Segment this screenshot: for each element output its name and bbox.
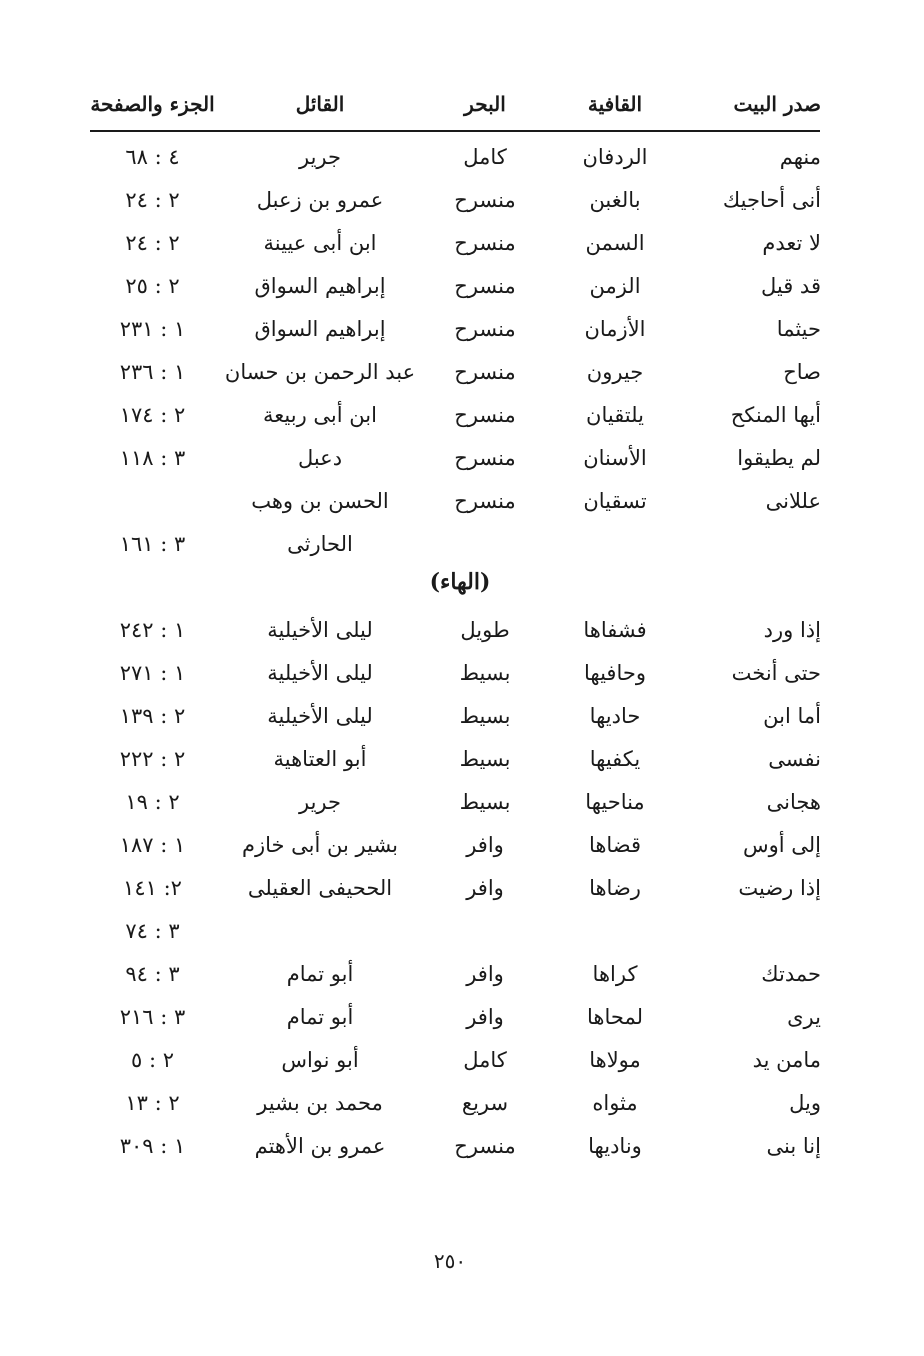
table-row xyxy=(0,481,924,521)
poet-cell: عمرو بن زعبل xyxy=(256,188,384,212)
first-half-cell: حمدتك xyxy=(761,962,821,986)
poet-cell: أبو تمام xyxy=(286,1005,354,1029)
poet-cell: عمرو بن الأهتم xyxy=(254,1134,386,1158)
header-meter: البحر xyxy=(464,92,506,116)
rhyme-cell: بالغبن xyxy=(589,188,641,212)
poet-cell: بشير بن أبى خازم xyxy=(241,833,399,857)
header-volume-page: الجزء والصفحة xyxy=(90,92,215,116)
ref-cell: ١ : ١٨٧ xyxy=(119,833,186,857)
table-row xyxy=(0,438,924,478)
poet-cell: أبو نواس xyxy=(281,1048,359,1072)
table-row xyxy=(0,1083,924,1123)
ref-cell: ٣ : ٢١٦ xyxy=(119,1005,186,1029)
first-half-cell: عللانى xyxy=(765,489,821,513)
rhyme-cell: الزمن xyxy=(589,274,641,298)
ref-cell: ٤ : ٦٨ xyxy=(125,145,180,169)
table-row xyxy=(0,739,924,779)
rhyme-cell xyxy=(560,911,670,951)
poet-cell: أبو تمام xyxy=(286,962,354,986)
header-poet: القائل xyxy=(295,92,345,116)
rhyme-cell xyxy=(560,524,670,564)
rhyme-cell: كراها xyxy=(592,962,638,986)
first-half-cell: إنا بنى xyxy=(766,1134,821,1158)
meter-cell xyxy=(430,911,540,951)
poet-cell: الحسن بن وهب xyxy=(251,489,389,513)
meter-cell: بسيط xyxy=(459,661,511,685)
poet-cell: ليلى الأخيلية xyxy=(267,618,373,642)
poet-cell: ليلى الأخيلية xyxy=(267,704,373,728)
ref-cell: ٣ : ٧٤ xyxy=(125,919,180,943)
rhyme-cell: يلتقيان xyxy=(586,403,644,427)
rhyme-cell: مناحيها xyxy=(585,790,645,814)
meter-cell: منسرح xyxy=(454,231,516,255)
first-half-cell: مامن يد xyxy=(752,1048,821,1072)
first-half-cell: إلى أوس xyxy=(742,833,821,857)
ref-cell: ٢ : ٥ xyxy=(131,1048,174,1072)
ref-cell: ١ : ٢٣٦ xyxy=(119,360,186,384)
ref-cell: ٢ : ٢٥ xyxy=(125,274,180,298)
first-half-cell: منهم xyxy=(779,145,821,169)
ref-cell: ٢ : ١٣ xyxy=(125,1091,180,1115)
table-row xyxy=(0,911,924,951)
meter-cell: منسرح xyxy=(454,489,516,513)
first-half-cell: إذا رضيت xyxy=(738,876,821,900)
first-half-cell: قد قيل xyxy=(760,274,821,298)
meter-cell: منسرح xyxy=(454,188,516,212)
table-row xyxy=(0,395,924,435)
rhyme-cell: حاديها xyxy=(589,704,641,728)
meter-cell: وافر xyxy=(466,876,504,900)
rhyme-cell: تسقيان xyxy=(583,489,647,513)
poet-cell: محمد بن بشير xyxy=(257,1091,383,1115)
header-rhyme: القافية xyxy=(587,92,643,116)
meter-cell: بسيط xyxy=(459,747,511,771)
meter-cell: وافر xyxy=(466,833,504,857)
rhyme-cell: الأزمان xyxy=(584,317,646,341)
ref-cell: ١ : ٣٠٩ xyxy=(119,1134,186,1158)
ref-cell: ٣ : ٩٤ xyxy=(125,962,180,986)
rhyme-cell: جيرون xyxy=(586,360,644,384)
meter-cell: كامل xyxy=(463,1048,507,1072)
first-half-cell: لم يطيقوا xyxy=(737,446,821,470)
ref-cell xyxy=(90,481,215,521)
meter-cell: منسرح xyxy=(454,1134,516,1158)
header-first-half: صدر البيت xyxy=(733,92,821,116)
meter-cell: منسرح xyxy=(454,446,516,470)
poet-cell: أبو العتاهية xyxy=(273,747,367,771)
table-row xyxy=(0,352,924,392)
table-row xyxy=(0,524,924,564)
table-row xyxy=(0,266,924,306)
table-row xyxy=(0,610,924,650)
first-half-cell: حيثما xyxy=(776,317,821,341)
poet-cell: جرير xyxy=(299,790,341,814)
poet-cell: إبراهيم السواق xyxy=(254,317,386,341)
meter-cell: طويل xyxy=(460,618,510,642)
table-row xyxy=(0,954,924,994)
ref-cell: ٢ : ٢٤ xyxy=(125,231,180,255)
meter-cell: منسرح xyxy=(454,403,516,427)
meter-cell: بسيط xyxy=(459,790,511,814)
first-half-cell: أنى أحاجيك xyxy=(722,188,821,212)
table-row xyxy=(0,223,924,263)
first-half-cell: هجانى xyxy=(766,790,821,814)
meter-cell: منسرح xyxy=(454,274,516,298)
poet-cell: جرير xyxy=(299,145,341,169)
table-row xyxy=(0,825,924,865)
poet-cell: الحارثى xyxy=(287,532,353,556)
table-row xyxy=(0,137,924,177)
meter-cell: سريع xyxy=(461,1091,509,1115)
table-row xyxy=(0,1040,924,1080)
first-half-cell: لا تعدم xyxy=(762,231,821,255)
first-half-cell: أما ابن xyxy=(763,704,821,728)
table-row xyxy=(0,696,924,736)
meter-cell: منسرح xyxy=(454,317,516,341)
rhyme-cell: وناديها xyxy=(588,1134,642,1158)
ref-cell: ٣ : ١٦١ xyxy=(119,532,186,556)
ref-cell: ١ : ٢٣١ xyxy=(119,317,186,341)
table-row xyxy=(0,868,924,908)
ref-cell: ٢ : ١٧٤ xyxy=(119,403,186,427)
rhyme-cell: وحافيها xyxy=(584,661,646,685)
table-row xyxy=(0,1126,924,1166)
meter-cell: كامل xyxy=(463,145,507,169)
poet-cell: ليلى الأخيلية xyxy=(267,661,373,685)
rhyme-cell: قضاها xyxy=(588,833,642,857)
first-half-cell xyxy=(661,524,821,564)
first-half-cell: صاح xyxy=(783,360,821,384)
first-half-cell xyxy=(661,911,821,951)
rhyme-cell: السمن xyxy=(585,231,645,255)
first-half-cell: نفسى xyxy=(768,747,821,771)
poet-cell xyxy=(205,911,435,951)
ref-cell: ٢ : ١٩ xyxy=(125,790,180,814)
meter-cell xyxy=(430,524,540,564)
poet-cell: ابن أبى ربيعة xyxy=(263,403,377,427)
rhyme-cell: الردفان xyxy=(582,145,648,169)
ref-cell: ٢: ١٤١ xyxy=(123,876,182,900)
poet-cell: ابن أبى عيينة xyxy=(263,231,377,255)
first-half-cell: أيها المنكح xyxy=(730,403,821,427)
rhyme-cell: لمحاها xyxy=(587,1005,643,1029)
poet-cell: إبراهيم السواق xyxy=(254,274,386,298)
table-row xyxy=(0,309,924,349)
ref-cell: ١ : ٢٤٢ xyxy=(119,618,186,642)
poet-cell: الححيفى العقيلى xyxy=(247,876,393,900)
table-header xyxy=(0,84,924,124)
meter-cell: وافر xyxy=(466,962,504,986)
rhyme-cell: مولاها xyxy=(589,1048,641,1072)
first-half-cell: ويل xyxy=(789,1091,821,1115)
table-row xyxy=(0,180,924,220)
rhyme-cell: مثواه xyxy=(592,1091,638,1115)
first-half-cell: حتى أنخت xyxy=(731,661,821,685)
ref-cell: ٣ : ١١٨ xyxy=(119,446,186,470)
rhyme-cell: يكفيها xyxy=(589,747,641,771)
ref-cell: ٢ : ١٣٩ xyxy=(119,704,186,728)
header-rule xyxy=(90,130,820,132)
rhyme-cell: الأسنان xyxy=(583,446,647,470)
rhyme-cell: رضاها xyxy=(589,876,641,900)
rhyme-cell: فشفاها xyxy=(583,618,647,642)
table-row xyxy=(0,997,924,1037)
ref-cell: ١ : ٢٧١ xyxy=(119,661,186,685)
meter-cell: وافر xyxy=(466,1005,504,1029)
table-row xyxy=(0,653,924,693)
page-number: ٢٥٠ xyxy=(433,1249,467,1273)
section-heading: (الهاء) xyxy=(429,569,491,595)
table-row xyxy=(0,782,924,822)
first-half-cell: إذا ورد xyxy=(763,618,821,642)
poet-cell: عبد الرحمن بن حسان xyxy=(224,360,416,384)
first-half-cell: يرى xyxy=(787,1005,821,1029)
poet-cell: دعبل xyxy=(297,446,343,470)
ref-cell: ٢ : ٢٢٢ xyxy=(119,747,186,771)
meter-cell: بسيط xyxy=(459,704,511,728)
meter-cell: منسرح xyxy=(454,360,516,384)
ref-cell: ٢ : ٢٤ xyxy=(125,188,180,212)
